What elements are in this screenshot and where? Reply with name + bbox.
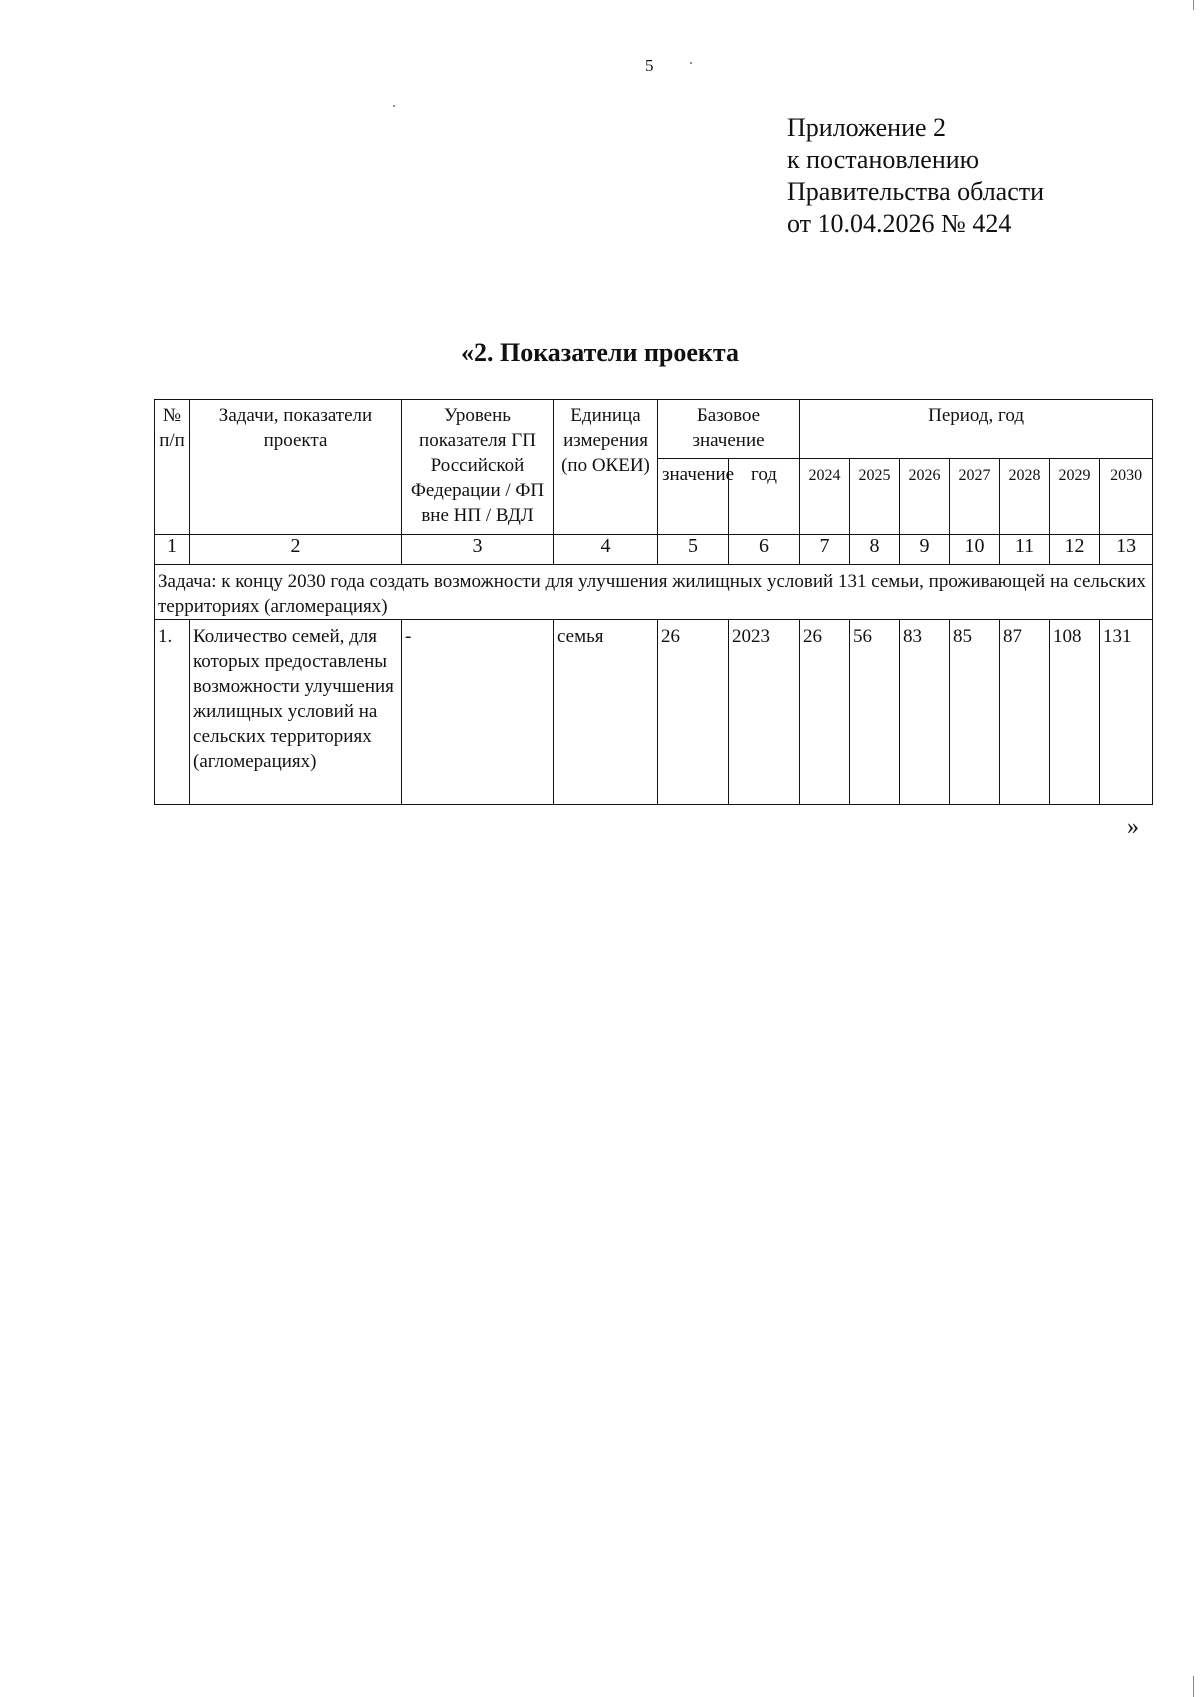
header-year: 2025 [850,459,900,535]
year-value: 83 [900,620,950,805]
header-year: 2024 [800,459,850,535]
column-number: 1 [155,535,190,565]
indicator-name: Количество семей, для которых предоставлены возможности улучшения жилищных условий на сельских территориях (агломерациях) [190,620,402,805]
column-number: 2 [190,535,402,565]
task-row [155,565,1153,620]
header-year: 2030 [1100,459,1153,535]
column-number-row [155,535,1153,565]
appendix-line: Приложение 2 [787,113,947,142]
header-tasks: Задачи, показатели проекта [190,400,402,535]
appendix-line: к постановлению [787,145,980,174]
header-year: 2027 [950,459,1000,535]
year-value: 26 [800,620,850,805]
column-number: 4 [554,535,658,565]
year-value: 108 [1050,620,1100,805]
scan-edge-mark [1193,1676,1194,1697]
section-title: «2. Показатели проекта [460,338,739,367]
header-period: Период, год [800,400,1153,459]
appendix-reference [787,112,1044,240]
appendix-line: от 10.04.2026 № 424 [787,209,1012,238]
column-number: 12 [1050,535,1100,565]
header-base-year: год [729,459,800,535]
header-year: 2028 [1000,459,1050,535]
year-value: 87 [1000,620,1050,805]
base-year: 2023 [729,620,800,805]
task-text: Задача: к концу 2030 года создать возможности для улучшения жилищных условий 131 семьи, проживающей на сельских территориях (агломерациях) [155,565,1153,620]
scan-speck [690,62,692,64]
appendix-line: Правительства области [787,177,1045,206]
column-number: 10 [950,535,1000,565]
page-number: 5 [645,56,654,75]
header-year: 2029 [1050,459,1100,535]
indicator-level: - [402,620,554,805]
header-unit: Единица измерения (по ОКЕИ) [554,400,658,535]
header-row [155,400,1153,459]
indicators-table [154,399,1153,805]
header-level: Уровень показателя ГП Российской Федерации / ФП вне НП / ВДЛ [402,400,554,535]
header-year: 2026 [900,459,950,535]
header-base: Базовое значение [658,400,800,459]
base-value: 26 [658,620,729,805]
column-number: 7 [800,535,850,565]
column-number: 13 [1100,535,1153,565]
column-number: 11 [1000,535,1050,565]
scan-edge-mark [1193,0,1194,10]
row-number: 1. [155,620,190,805]
column-number: 5 [658,535,729,565]
closing-quote: » [1127,814,1139,840]
year-value: 56 [850,620,900,805]
header-base-value: значение [658,459,729,535]
column-number: 9 [900,535,950,565]
year-value: 85 [950,620,1000,805]
column-number: 6 [729,535,800,565]
year-value: 131 [1100,620,1153,805]
header-num: № п/п [155,400,190,535]
table-row [155,620,1153,805]
indicator-unit: семья [554,620,658,805]
column-number: 8 [850,535,900,565]
column-number: 3 [402,535,554,565]
scan-speck [393,105,395,107]
